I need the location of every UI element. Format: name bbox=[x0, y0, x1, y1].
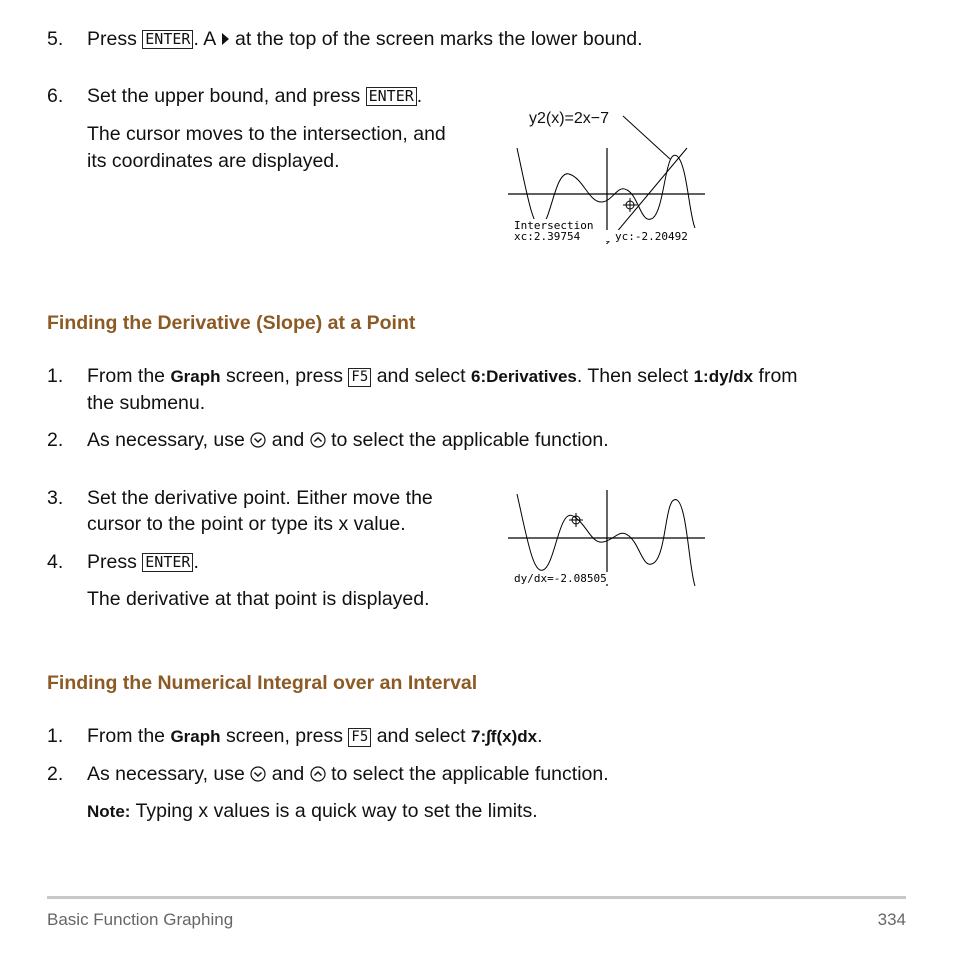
derivative-step4 bbox=[87, 553, 199, 573]
step6-period: . bbox=[416, 85, 423, 107]
text: Press bbox=[87, 551, 137, 573]
step-number: 5. bbox=[47, 28, 64, 50]
text: from bbox=[758, 365, 798, 387]
dydx-readout: dy/dx=-2.08505 bbox=[514, 572, 607, 585]
derivative-step1-line2: the submenu. bbox=[87, 392, 206, 414]
submenu-item-dydx: 1:dy/dx bbox=[693, 367, 754, 386]
derivative-step3-line2: cursor to the point or type its x value. bbox=[87, 513, 406, 535]
derivative-step2 bbox=[87, 431, 609, 451]
text: . bbox=[537, 725, 543, 747]
step-number: 1. bbox=[47, 365, 64, 387]
text: to select the applicable function. bbox=[331, 763, 609, 785]
step-number: 2. bbox=[47, 429, 64, 451]
step6-instruction: Set the upper bound, and press bbox=[87, 85, 361, 107]
leader-line bbox=[623, 116, 670, 159]
calculator-screen-derivative bbox=[505, 488, 710, 590]
note-text: Typing x values is a quick way to set the limits. bbox=[135, 800, 538, 822]
step-number: 1. bbox=[47, 725, 64, 747]
text: From the bbox=[87, 725, 166, 747]
note-label: Note: bbox=[87, 802, 131, 821]
step6-text bbox=[87, 87, 422, 107]
derivative-step4-desc: The derivative at that point is displayed. bbox=[87, 588, 430, 610]
derivative-step3-line1: Set the derivative point. Either move the bbox=[87, 487, 433, 509]
step5-press: Press bbox=[87, 28, 137, 50]
text: screen, press bbox=[225, 365, 343, 387]
graph-screen-name: Graph bbox=[170, 367, 221, 386]
integral-step1 bbox=[87, 727, 543, 747]
text: and bbox=[271, 763, 305, 785]
text: . Then select bbox=[576, 365, 689, 387]
step5-rest: at the top of the screen marks the lower bound. bbox=[234, 28, 643, 50]
page-number: 334 bbox=[877, 910, 906, 929]
step-number: 2. bbox=[47, 763, 64, 785]
calculator-screen-intersection bbox=[505, 104, 710, 244]
text: As necessary, use bbox=[87, 763, 245, 785]
menu-item-derivatives: 6:Derivatives bbox=[471, 367, 577, 386]
f5-key: F5 bbox=[348, 728, 371, 747]
step-number: 6. bbox=[47, 85, 64, 107]
section-heading-integral: Finding the Numerical Integral over an Interval bbox=[47, 672, 478, 694]
text: As necessary, use bbox=[87, 429, 245, 451]
up-arrow-circle-icon bbox=[310, 766, 326, 782]
xc-readout: xc:2.39754 bbox=[514, 230, 581, 243]
menu-item-integral: 7:∫f(x)dx bbox=[471, 727, 538, 746]
text: and select bbox=[376, 725, 466, 747]
function-curve bbox=[517, 148, 695, 228]
f5-key: F5 bbox=[348, 368, 371, 387]
function-label: y2(x)=2x−7 bbox=[529, 110, 610, 127]
text: to select the applicable function. bbox=[331, 429, 609, 451]
enter-key: ENTER bbox=[142, 553, 193, 572]
up-arrow-circle-icon bbox=[310, 432, 326, 448]
text: . bbox=[193, 551, 199, 573]
text: and select bbox=[376, 365, 466, 387]
step-number: 3. bbox=[47, 487, 64, 509]
intersection-label: Intersection bbox=[514, 219, 594, 232]
derivative-step1-line1 bbox=[87, 367, 798, 387]
graph-screen-name: Graph bbox=[170, 727, 221, 746]
step5-a: . A bbox=[193, 28, 216, 50]
footer-title: Basic Function Graphing bbox=[47, 910, 234, 929]
step-number: 4. bbox=[47, 551, 64, 573]
note bbox=[87, 802, 538, 822]
step5-text bbox=[87, 30, 643, 50]
enter-key: ENTER bbox=[366, 87, 417, 106]
enter-key: ENTER bbox=[142, 30, 193, 49]
step6-desc-line2: its coordinates are displayed. bbox=[87, 150, 340, 172]
footer-divider bbox=[47, 896, 906, 899]
text: and bbox=[271, 429, 305, 451]
text: screen, press bbox=[225, 725, 343, 747]
down-arrow-circle-icon bbox=[250, 432, 266, 448]
yc-readout: yc:-2.20492 bbox=[615, 230, 688, 243]
integral-step2 bbox=[87, 765, 609, 785]
right-triangle-icon bbox=[221, 32, 230, 46]
text: From the bbox=[87, 365, 166, 387]
down-arrow-circle-icon bbox=[250, 766, 266, 782]
step6-desc-line1: The cursor moves to the intersection, and bbox=[87, 123, 446, 145]
section-heading-derivative: Finding the Derivative (Slope) at a Point bbox=[47, 312, 416, 334]
